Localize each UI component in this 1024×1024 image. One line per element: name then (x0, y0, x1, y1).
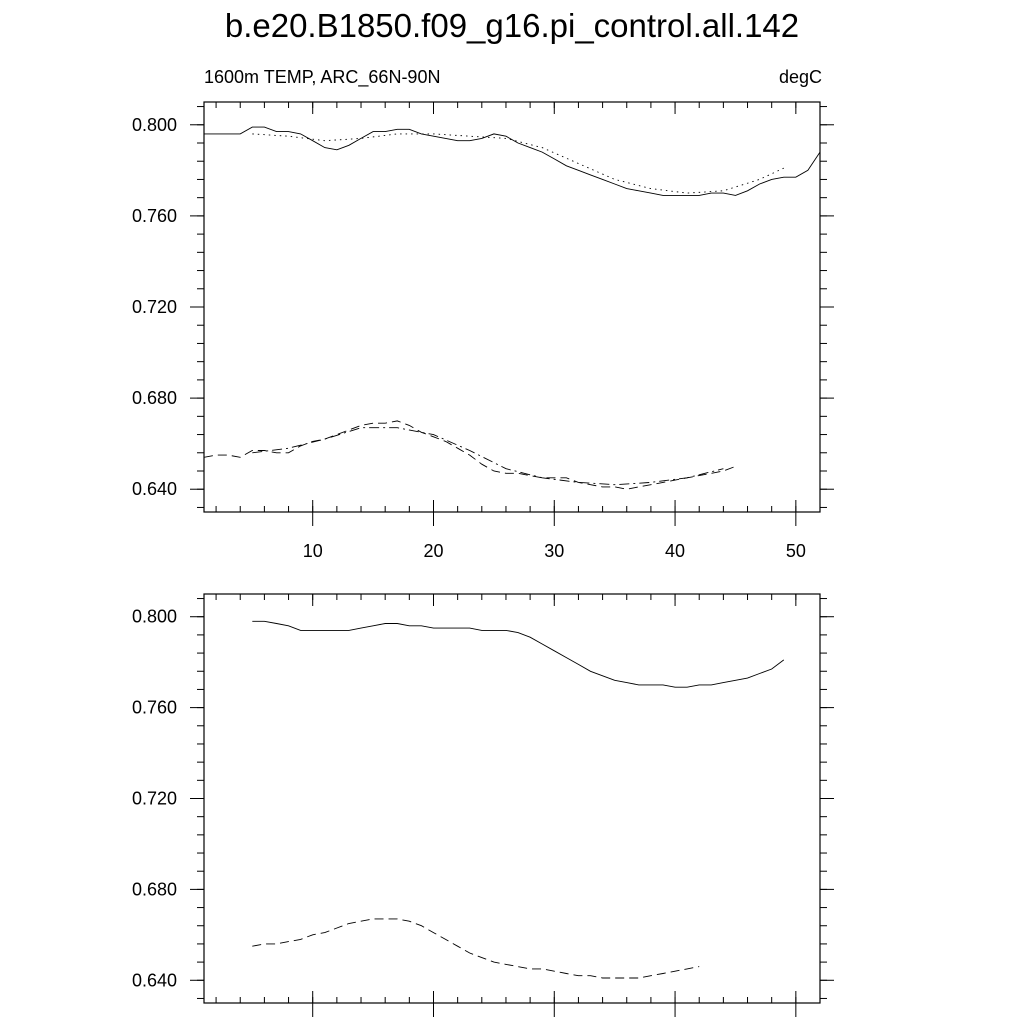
series-line-dashed (204, 421, 736, 489)
y-tick-label: 0.720 (131, 788, 177, 809)
x-tick-label: 40 (665, 541, 686, 561)
y-tick-label: 0.760 (131, 697, 177, 718)
x-tick-label: 30 (544, 541, 565, 561)
units-label: degC (778, 67, 822, 87)
y-tick-label: 0.800 (131, 606, 177, 627)
plot-subtitle: 1600m TEMP, ARC_66N-90N (204, 67, 441, 87)
x-tick-label: 20 (423, 541, 444, 561)
x-tick-label: 10 (302, 541, 323, 561)
plot-frame (204, 594, 820, 1003)
y-tick-label: 0.680 (131, 388, 177, 409)
y-tick-label: 0.800 (131, 114, 177, 135)
y-tick-label: 0.680 (131, 879, 177, 900)
x-tick-label: 50 (785, 541, 806, 561)
plot-frame (204, 102, 820, 512)
series-line-dashed (252, 919, 699, 978)
y-tick-label: 0.640 (131, 970, 177, 991)
y-tick-label: 0.760 (131, 205, 177, 226)
page-title: b.e20.B1850.f09_g16.pi_control.all.142 (224, 7, 800, 44)
y-tick-label: 0.640 (131, 479, 177, 500)
y-tick-label: 0.720 (131, 297, 177, 317)
series-line-solid (252, 621, 784, 687)
series-line-dash-dot (252, 428, 723, 485)
